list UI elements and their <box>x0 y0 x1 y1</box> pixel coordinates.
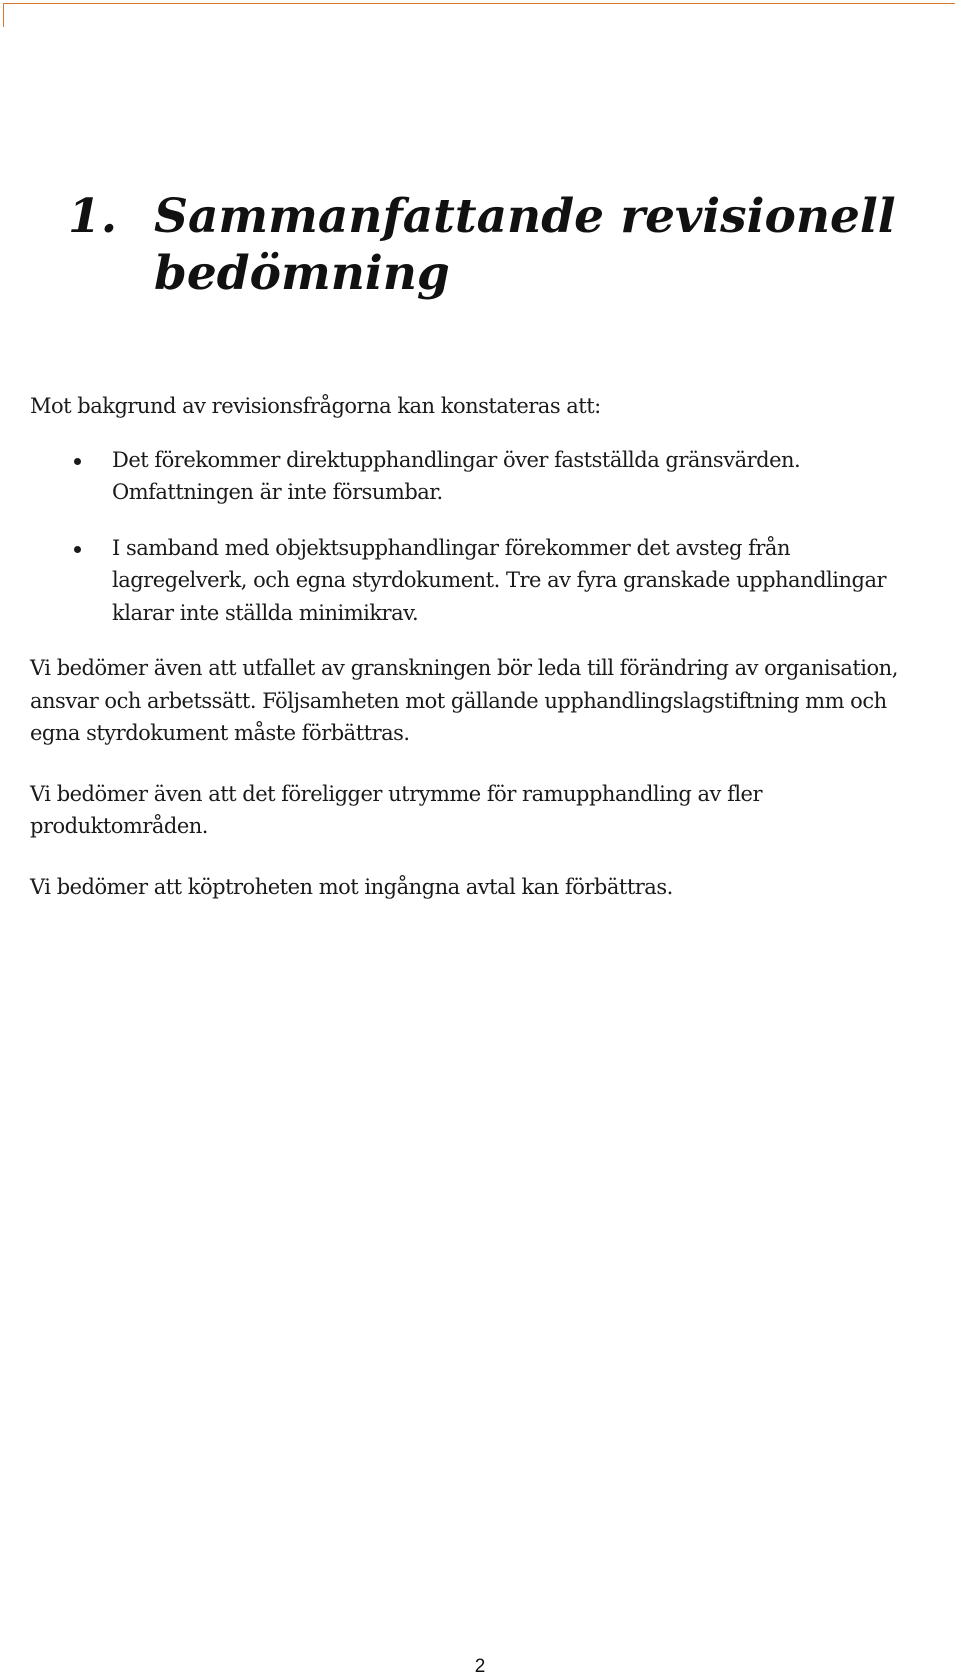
bullet-icon <box>74 546 81 553</box>
list-item <box>30 532 930 630</box>
page-number: 2 <box>474 1656 486 1677</box>
page-frame-left-border <box>3 3 4 27</box>
section-number: 1. <box>68 189 118 244</box>
bullet-icon <box>74 458 81 465</box>
assessment-paragraph-ramupphandling: Vi bedömer även att det föreligger utrymme för ramupphandling av fler produktområden. <box>30 781 763 838</box>
list-item-text: I samband med objektsupphandlingar förekommer det avsteg från lagregelverk, och egna styrdokument. Tre av fyra granskade upphandlingar klarar inte ställda minimikrav. <box>112 535 886 625</box>
section-body <box>30 390 930 931</box>
list-item-text: Det förekommer direktupphandlingar över fastställda gränsvärden. Omfattningen är inte försumbar. <box>112 447 801 504</box>
list-item <box>30 444 930 509</box>
findings-list <box>30 444 930 630</box>
intro-paragraph: Mot bakgrund av revisionsfrågorna kan konstateras att: <box>30 394 601 418</box>
page-frame-top-border <box>3 3 955 4</box>
assessment-paragraph-koptrohet: Vi bedömer att köptroheten mot ingångna avtal kan förbättras. <box>30 874 673 899</box>
assessment-paragraph-organisation: Vi bedömer även att utfallet av granskningen bör leda till förändring av organisation, ansvar och arbetssätt. Följsamheten mot gällande upphandlingslagstiftning mm och egna styrdokument måste förbättras. <box>30 656 898 745</box>
section-title: Sammanfattande revisionell bedömning <box>154 189 896 301</box>
